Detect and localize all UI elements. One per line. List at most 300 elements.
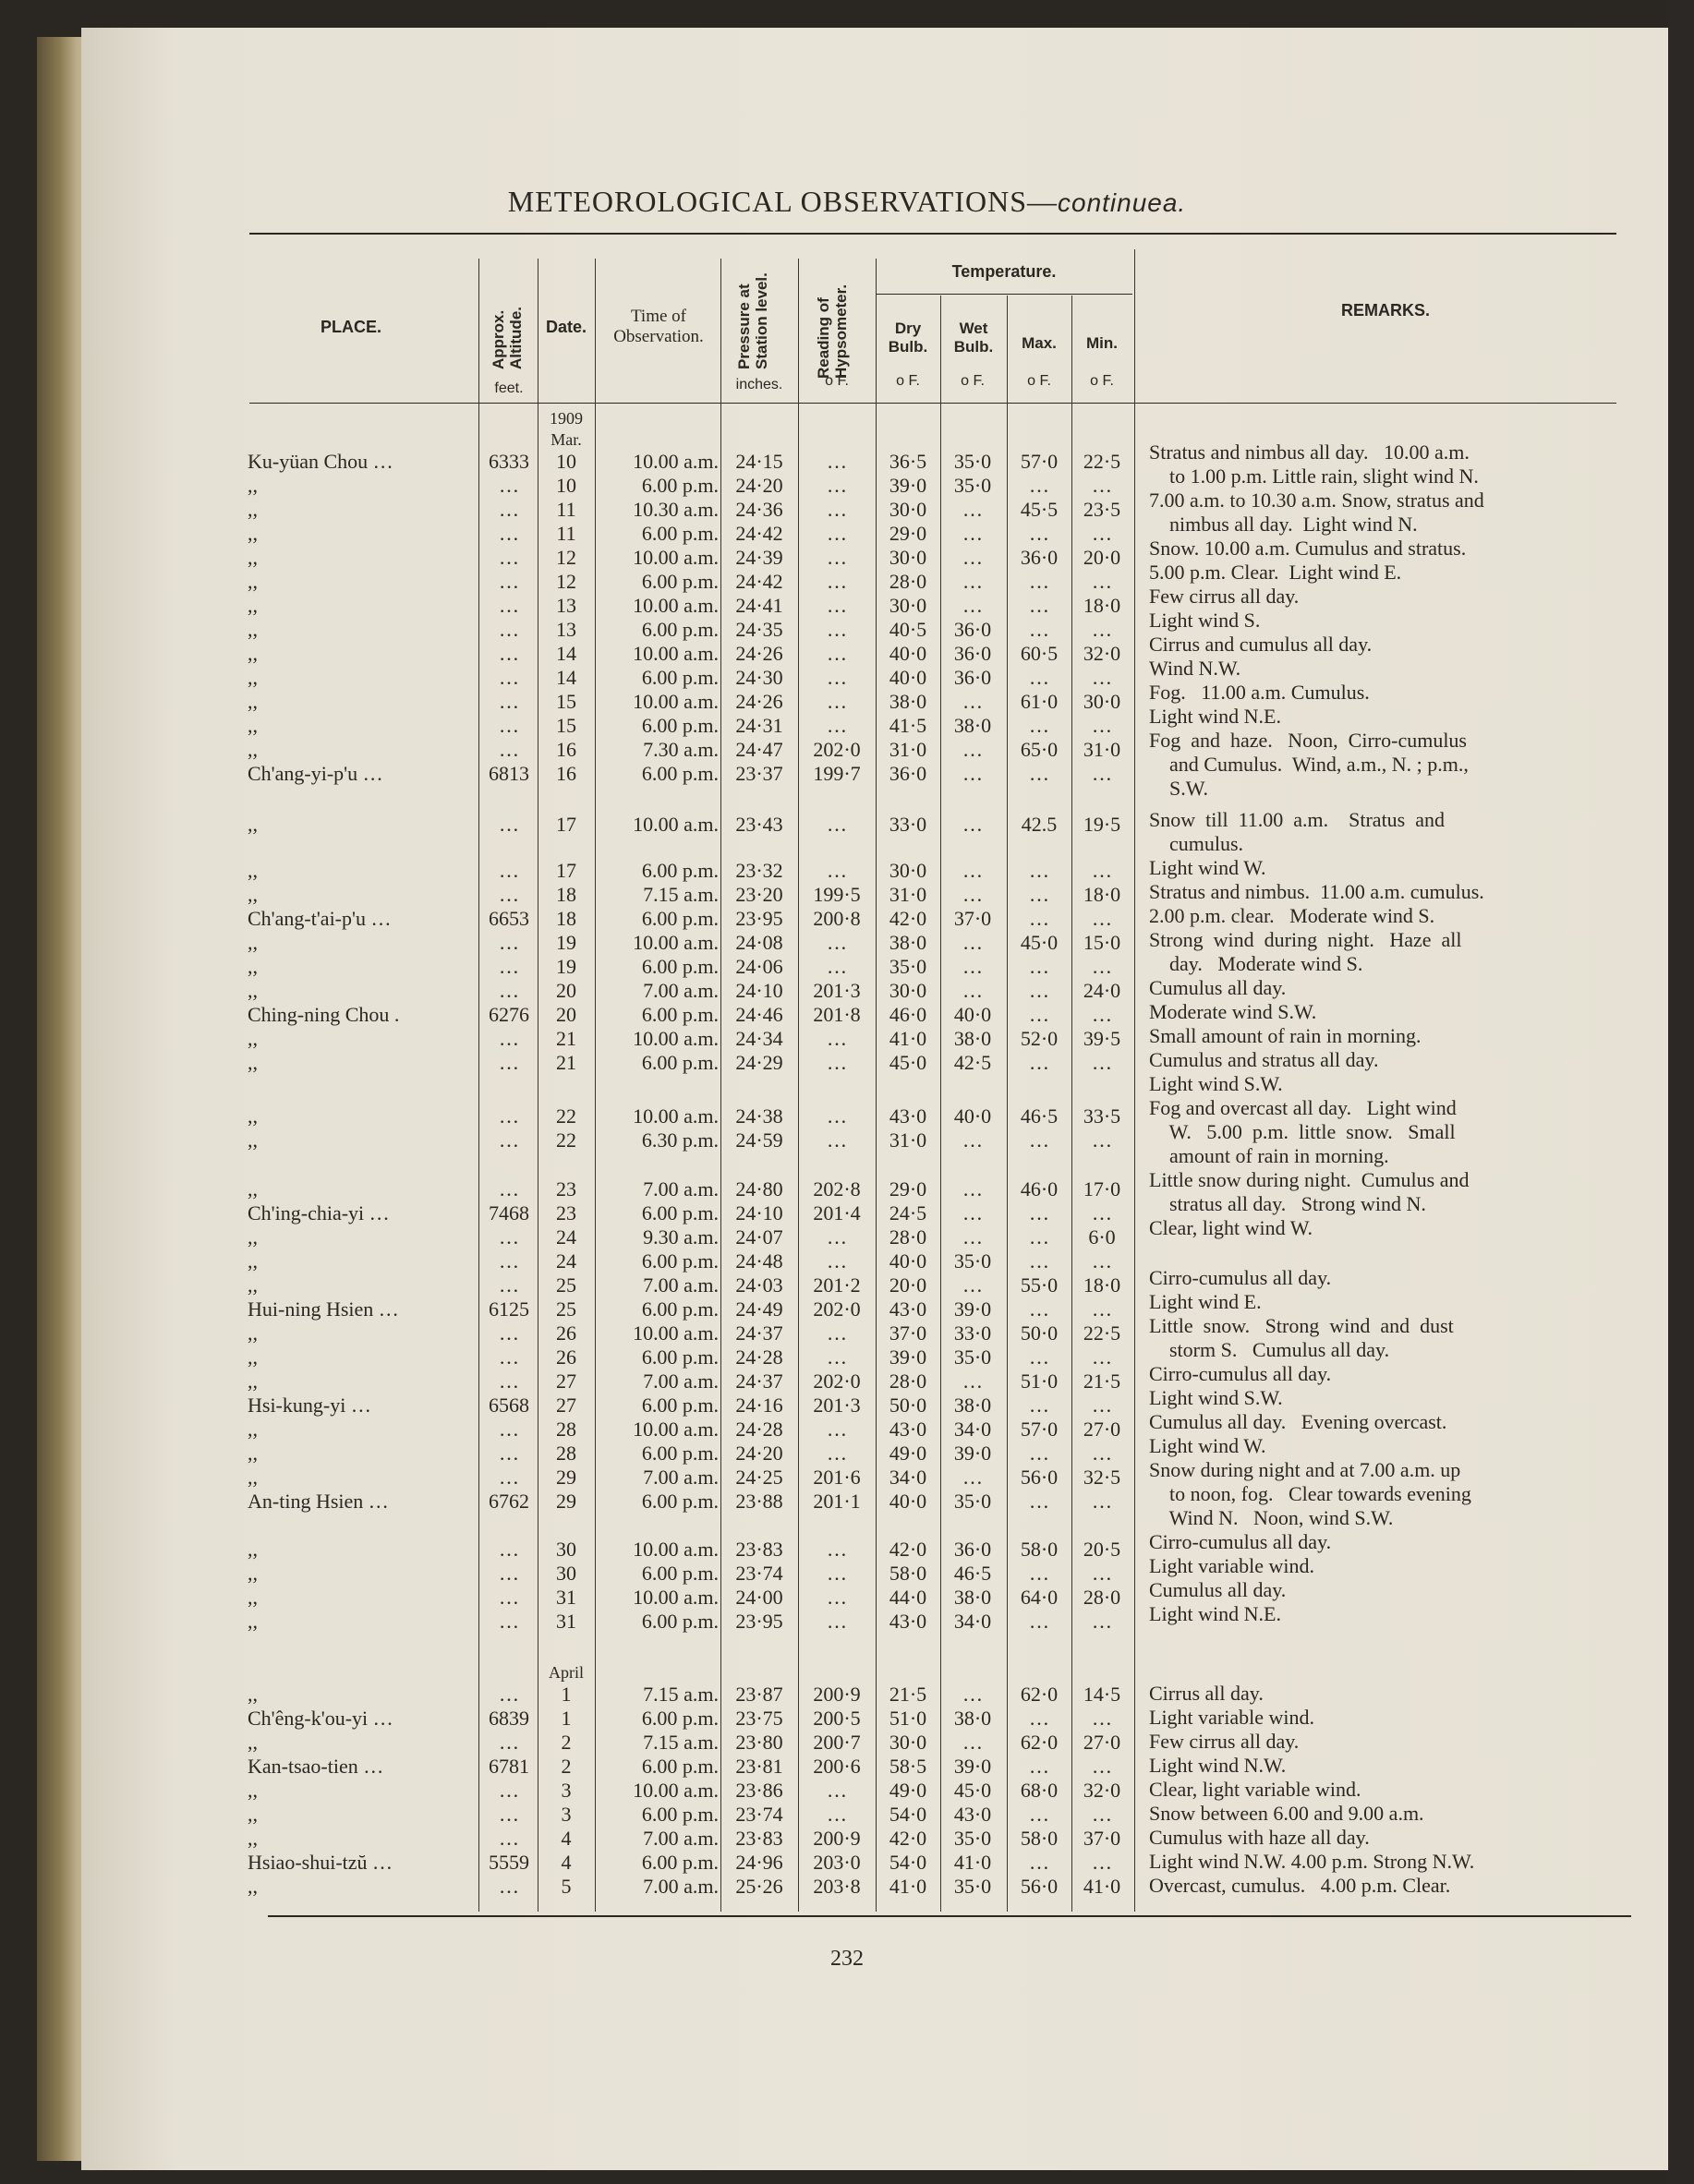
header-max: Max. — [1022, 334, 1057, 352]
date-cell: 19 — [556, 955, 576, 978]
header-min: Min. — [1086, 334, 1118, 352]
pressure-cell: 24·16 — [735, 1394, 783, 1417]
max-temp-cell: 58·0 — [1020, 1538, 1059, 1561]
dry-bulb-cell: 40·0 — [889, 1490, 927, 1513]
dry-bulb-cell: 30·0 — [889, 594, 927, 617]
remark-line: Few cirrus all day. — [1149, 585, 1300, 608]
dry-bulb-cell: 31·0 — [889, 738, 927, 761]
wet-bulb-cell: 34·0 — [953, 1610, 992, 1633]
dry-bulb-cell: 40·0 — [889, 666, 927, 689]
max-temp-cell: 60·5 — [1020, 642, 1059, 665]
hypsometer-cell: … — [827, 642, 847, 665]
altitude-cell: … — [499, 1538, 519, 1561]
altitude-cell: … — [499, 931, 519, 954]
max-temp-cell: … — [1029, 955, 1049, 978]
dry-bulb-cell: 58·0 — [889, 1562, 927, 1585]
min-temp-cell: 17·0 — [1083, 1177, 1121, 1201]
date-cell: 23 — [556, 1201, 576, 1225]
hypsometer-cell: … — [827, 955, 847, 978]
remark-line: Few cirrus all day. — [1149, 1730, 1300, 1753]
hypsometer-cell: … — [827, 690, 847, 713]
dry-bulb-cell: 34·0 — [889, 1466, 927, 1489]
date-cell: 24 — [556, 1249, 576, 1273]
hypsometer-cell: … — [827, 1321, 847, 1345]
wet-bulb-cell: 38·0 — [953, 1707, 992, 1730]
date-cell: 2 — [561, 1731, 572, 1754]
place-cell: ,, — [248, 666, 258, 689]
place-cell: An-ting Hsien … — [248, 1490, 389, 1513]
wet-bulb-cell: 39·0 — [953, 1297, 992, 1321]
header-wet-bulb: Wet Bulb. — [953, 320, 994, 356]
time-cell: 10.00 a.m. — [633, 1779, 719, 1802]
wet-bulb-cell: 38·0 — [953, 714, 992, 737]
dry-bulb-cell: 42·0 — [889, 907, 927, 930]
col-line-pressure — [720, 259, 721, 1912]
pressure-cell: 23·83 — [735, 1538, 783, 1561]
remark-line: Light wind S.W. — [1149, 1386, 1283, 1409]
pressure-cell: 25·26 — [735, 1875, 783, 1898]
max-temp-cell: … — [1029, 1297, 1049, 1321]
place-cell: ,, — [248, 883, 258, 906]
place-cell: ,, — [248, 1562, 258, 1585]
altitude-cell: … — [499, 1442, 519, 1465]
wet-bulb-cell: 35·0 — [953, 1875, 992, 1898]
remark-line: Cirro-cumulus all day. — [1149, 1362, 1332, 1385]
time-cell: 7.00 a.m. — [643, 1875, 719, 1898]
date-cell: 13 — [556, 618, 576, 641]
min-temp-cell: 27·0 — [1083, 1731, 1121, 1754]
header-bottom-rule — [249, 403, 1616, 404]
hypsometer-cell: … — [827, 666, 847, 689]
altitude-cell: … — [499, 666, 519, 689]
altitude-cell: … — [499, 1177, 519, 1201]
pressure-cell: 24·03 — [735, 1273, 783, 1297]
min-temp-cell: … — [1092, 1003, 1112, 1026]
header-pressure: Pressure at Station level. — [735, 272, 770, 369]
remark-line: Light wind E. — [1149, 1290, 1262, 1313]
hypsometer-cell: 202·8 — [813, 1177, 861, 1201]
altitude-cell: … — [499, 883, 519, 906]
col-line-remarks — [1134, 249, 1135, 1912]
dark-margin — [1668, 0, 1694, 2184]
dry-bulb-cell: 36·5 — [889, 450, 927, 473]
hypsometer-cell: … — [827, 1128, 847, 1152]
dry-bulb-cell: 37·0 — [889, 1321, 927, 1345]
min-temp-cell: … — [1092, 1610, 1112, 1633]
dry-bulb-cell: 43·0 — [889, 1610, 927, 1633]
time-cell: 6.00 p.m. — [641, 1851, 719, 1874]
time-cell: 6.00 p.m. — [641, 1249, 719, 1273]
remark-line: Snow during night and at 7.00 a.m. up — [1149, 1458, 1461, 1481]
wet-bulb-cell: … — [962, 762, 983, 785]
dry-bulb-cell: 43·0 — [889, 1104, 927, 1128]
time-cell: 6.00 p.m. — [641, 1051, 719, 1074]
remark-line: Cirrus and cumulus all day. — [1149, 633, 1373, 656]
time-cell: 6.00 p.m. — [641, 474, 719, 497]
hypsometer-cell: 203·8 — [813, 1875, 861, 1898]
hypsometer-cell: 201·2 — [813, 1273, 861, 1297]
remark-line: Cumulus and stratus all day. — [1149, 1048, 1379, 1071]
min-temp-cell: … — [1092, 1803, 1112, 1826]
min-temp-cell: 27·0 — [1083, 1418, 1121, 1441]
unit-hypsometer: o F. — [825, 373, 849, 389]
dry-bulb-cell: 29·0 — [889, 522, 927, 545]
time-cell: 6.00 p.m. — [641, 666, 719, 689]
min-temp-cell: 31·0 — [1083, 738, 1121, 761]
time-cell: 6.00 p.m. — [641, 522, 719, 545]
altitude-cell: … — [499, 1249, 519, 1273]
place-cell: ,, — [248, 859, 258, 882]
remark-line: Light wind N.W. — [1149, 1754, 1287, 1777]
pressure-cell: 24·07 — [735, 1225, 783, 1249]
wet-bulb-cell: … — [962, 859, 983, 882]
wet-bulb-cell: 45·0 — [953, 1779, 992, 1802]
pressure-cell: 24·10 — [735, 1201, 783, 1225]
place-cell: ,, — [248, 1273, 258, 1297]
hypsometer-cell: … — [827, 594, 847, 617]
remark-line: Cirro-cumulus all day. — [1149, 1530, 1332, 1553]
place-cell: ,, — [248, 1731, 258, 1754]
max-temp-cell: … — [1029, 883, 1049, 906]
hypsometer-cell: … — [827, 1051, 847, 1074]
pressure-cell: 24·26 — [735, 642, 783, 665]
remark-line: Cirrus all day. — [1149, 1682, 1264, 1705]
pressure-cell: 23·95 — [735, 907, 783, 930]
max-temp-cell: … — [1029, 1851, 1049, 1874]
min-temp-cell: … — [1092, 1128, 1112, 1152]
hypsometer-cell: … — [827, 813, 847, 836]
time-cell: 7.00 a.m. — [643, 1177, 719, 1201]
max-temp-cell: … — [1029, 714, 1049, 737]
page-title — [0, 185, 1694, 219]
wet-bulb-cell: 35·0 — [953, 1827, 992, 1850]
unit-altitude: feet. — [494, 380, 524, 396]
min-temp-cell: 19·5 — [1083, 813, 1121, 836]
remark-line: Overcast, cumulus. 4.00 p.m. Clear. — [1149, 1874, 1451, 1897]
dry-bulb-cell: 41·5 — [889, 714, 927, 737]
wet-bulb-cell: 39·0 — [953, 1755, 992, 1778]
min-temp-cell: … — [1092, 859, 1112, 882]
altitude-cell: … — [499, 813, 519, 836]
wet-bulb-cell: 36·0 — [953, 642, 992, 665]
time-cell: 10.00 a.m. — [633, 546, 719, 569]
pressure-cell: 24·29 — [735, 1051, 783, 1074]
remark-line: Moderate wind S.W. — [1149, 1000, 1317, 1023]
hypsometer-cell: 201·6 — [813, 1466, 861, 1489]
min-temp-cell: … — [1092, 474, 1112, 497]
pressure-cell: 24·20 — [735, 1442, 783, 1465]
min-temp-cell: … — [1092, 714, 1112, 737]
unit-wet: o F. — [961, 373, 985, 389]
time-cell: 10.00 a.m. — [633, 813, 719, 836]
time-cell: 6.30 p.m. — [641, 1128, 719, 1152]
wet-bulb-cell: … — [962, 1128, 983, 1152]
place-cell: ,, — [248, 1538, 258, 1561]
wet-bulb-cell: … — [962, 738, 983, 761]
max-temp-cell: … — [1029, 1128, 1049, 1152]
wet-bulb-cell: 35·0 — [953, 1249, 992, 1273]
place-cell: Kan-tsao-tien … — [248, 1755, 384, 1778]
place-cell: ,, — [248, 1051, 258, 1074]
dry-bulb-cell: 33·0 — [889, 813, 927, 836]
dry-bulb-cell: 43·0 — [889, 1418, 927, 1441]
hypsometer-cell: 200·9 — [813, 1683, 861, 1706]
date-cell: 21 — [556, 1027, 576, 1050]
dry-bulb-cell: 28·0 — [889, 1225, 927, 1249]
date-cell: 3 — [561, 1803, 572, 1826]
min-temp-cell: … — [1092, 618, 1112, 641]
hypsometer-cell: … — [827, 1803, 847, 1826]
altitude-cell: … — [499, 618, 519, 641]
min-temp-cell: 30·0 — [1083, 690, 1121, 713]
pressure-cell: 24·37 — [735, 1321, 783, 1345]
header-dry-bulb: Dry Bulb. — [888, 320, 928, 356]
dry-bulb-cell: 42·0 — [889, 1827, 927, 1850]
max-temp-cell: 36·0 — [1020, 546, 1059, 569]
time-cell: 6.00 p.m. — [641, 1442, 719, 1465]
hypsometer-cell: 200·7 — [813, 1731, 861, 1754]
date-cell: 26 — [556, 1321, 576, 1345]
dry-bulb-cell: 36·0 — [889, 762, 927, 785]
max-temp-cell: … — [1029, 666, 1049, 689]
min-temp-cell: 20·0 — [1083, 546, 1121, 569]
place-cell: Hsiao-shui-tzŭ … — [248, 1851, 393, 1874]
max-temp-cell: … — [1029, 570, 1049, 593]
wet-bulb-cell: 33·0 — [953, 1321, 992, 1345]
header-remarks: REMARKS. — [1340, 301, 1430, 320]
dry-bulb-cell: 43·0 — [889, 1297, 927, 1321]
date-cell: 25 — [556, 1273, 576, 1297]
altitude-cell: … — [499, 474, 519, 497]
pressure-cell: 24·15 — [735, 450, 783, 473]
hypsometer-cell: … — [827, 1586, 847, 1609]
hypsometer-cell: … — [827, 1562, 847, 1585]
time-cell: 6.00 p.m. — [641, 618, 719, 641]
max-temp-cell: 46·0 — [1020, 1177, 1059, 1201]
altitude-cell: … — [499, 594, 519, 617]
wet-bulb-cell: … — [962, 1683, 983, 1706]
pressure-cell: 23·74 — [735, 1562, 783, 1585]
date-cell: 29 — [556, 1490, 576, 1513]
altitude-cell: … — [499, 1562, 519, 1585]
place-cell: ,, — [248, 690, 258, 713]
min-temp-cell: … — [1092, 1201, 1112, 1225]
wet-bulb-cell: … — [962, 813, 983, 836]
header-time: Time of Observation. — [613, 307, 704, 346]
place-cell: ,, — [248, 931, 258, 954]
min-temp-cell: 20·5 — [1083, 1538, 1121, 1561]
pressure-cell: 24·96 — [735, 1851, 783, 1874]
remark-line: Wind N.W. — [1149, 657, 1241, 680]
altitude-cell: … — [499, 859, 519, 882]
time-cell: 6.00 p.m. — [641, 1803, 719, 1826]
remark-line: Cumulus all day. — [1149, 976, 1287, 999]
time-cell: 7.00 a.m. — [643, 1370, 719, 1393]
date-cell: 28 — [556, 1418, 576, 1441]
altitude-cell: … — [499, 1731, 519, 1754]
dry-bulb-cell: 40·5 — [889, 618, 927, 641]
date-cell: 13 — [556, 594, 576, 617]
min-temp-cell: … — [1092, 1394, 1112, 1417]
max-temp-cell: … — [1029, 1442, 1049, 1465]
hypsometer-cell: 201·4 — [813, 1201, 861, 1225]
pressure-cell: 23·81 — [735, 1755, 783, 1778]
altitude-cell: 6333 — [489, 450, 529, 473]
max-temp-cell: … — [1029, 1610, 1049, 1633]
pressure-cell: 23·75 — [735, 1707, 783, 1730]
dry-bulb-cell: 41·0 — [889, 1875, 927, 1898]
max-temp-cell: 56·0 — [1020, 1466, 1059, 1489]
min-temp-cell: 22·5 — [1083, 1321, 1121, 1345]
max-temp-cell: … — [1029, 1803, 1049, 1826]
dry-bulb-cell: 38·0 — [889, 931, 927, 954]
title-continued: continuea. — [1058, 188, 1187, 217]
dry-bulb-cell: 30·0 — [889, 546, 927, 569]
time-cell: 6.00 p.m. — [641, 1707, 719, 1730]
time-cell: 10.00 a.m. — [633, 931, 719, 954]
dry-bulb-cell: 58·5 — [889, 1755, 927, 1778]
wet-bulb-cell: … — [962, 931, 983, 954]
date-cell: 29 — [556, 1466, 576, 1489]
place-cell: ,, — [248, 1442, 258, 1465]
altitude-cell: … — [499, 522, 519, 545]
max-temp-cell: 45·5 — [1020, 498, 1059, 521]
altitude-cell: … — [499, 690, 519, 713]
place-cell: ,, — [248, 714, 258, 737]
date-cell: 18 — [556, 883, 576, 906]
month-label-april: April — [549, 1663, 584, 1682]
date-cell: 1 — [561, 1707, 572, 1730]
pressure-cell: 24·30 — [735, 666, 783, 689]
min-temp-cell: … — [1092, 1297, 1112, 1321]
max-temp-cell: 46·5 — [1020, 1104, 1059, 1128]
title-main: METEOROLOGICAL OBSERVATIONS— — [507, 185, 1058, 218]
max-temp-cell: … — [1029, 618, 1049, 641]
min-temp-cell: 32·0 — [1083, 642, 1121, 665]
min-temp-cell: … — [1092, 1562, 1112, 1585]
dry-bulb-cell: 42·0 — [889, 1538, 927, 1561]
max-temp-cell: 61·0 — [1020, 690, 1059, 713]
date-cell: 17 — [556, 813, 576, 836]
altitude-cell: … — [499, 1321, 519, 1345]
pressure-cell: 23·87 — [735, 1683, 783, 1706]
date-cell: 26 — [556, 1345, 576, 1369]
min-temp-cell: … — [1092, 1442, 1112, 1465]
min-temp-cell: … — [1092, 1755, 1112, 1778]
pressure-cell: 24·49 — [735, 1297, 783, 1321]
place-cell: ,, — [248, 1345, 258, 1369]
wet-bulb-cell: 46·5 — [953, 1562, 992, 1585]
hypsometer-cell: 203·0 — [813, 1851, 861, 1874]
max-temp-cell: … — [1029, 1051, 1049, 1074]
altitude-cell: 5559 — [489, 1851, 529, 1874]
pressure-cell: 24·59 — [735, 1128, 783, 1152]
dry-bulb-cell: 49·0 — [889, 1779, 927, 1802]
hypsometer-cell: 202·0 — [813, 1370, 861, 1393]
hypsometer-cell: … — [827, 1538, 847, 1561]
wet-bulb-cell: … — [962, 522, 983, 545]
pressure-cell: 24·10 — [735, 979, 783, 1002]
wet-bulb-cell: … — [962, 1466, 983, 1489]
min-temp-cell: … — [1092, 955, 1112, 978]
pressure-cell: 23·86 — [735, 1779, 783, 1802]
altitude-cell: … — [499, 1683, 519, 1706]
time-cell: 6.00 p.m. — [641, 1394, 719, 1417]
date-cell: 21 — [556, 1051, 576, 1074]
dry-bulb-cell: 31·0 — [889, 1128, 927, 1152]
dry-bulb-cell: 39·0 — [889, 1345, 927, 1369]
dry-bulb-cell: 54·0 — [889, 1803, 927, 1826]
remark-line: day. Moderate wind S. — [1149, 952, 1363, 975]
dry-bulb-cell: 40·0 — [889, 642, 927, 665]
remark-line: Wind N. Noon, wind S.W. — [1149, 1506, 1394, 1529]
date-cell: 23 — [556, 1177, 576, 1201]
min-temp-cell: 37·0 — [1083, 1827, 1121, 1850]
time-cell: 6.00 p.m. — [641, 1345, 719, 1369]
pressure-cell: 24·20 — [735, 474, 783, 497]
max-temp-cell: 68·0 — [1020, 1779, 1059, 1802]
place-cell: ,, — [248, 1321, 258, 1345]
pressure-cell: 24·39 — [735, 546, 783, 569]
max-temp-cell: 55·0 — [1020, 1273, 1059, 1297]
col-line-altitude — [478, 259, 479, 1912]
pressure-cell: 24·42 — [735, 522, 783, 545]
pressure-cell: 24·34 — [735, 1027, 783, 1050]
min-temp-cell: … — [1092, 1707, 1112, 1730]
place-cell: ,, — [248, 1803, 258, 1826]
max-temp-cell: … — [1029, 1249, 1049, 1273]
altitude-cell: … — [499, 738, 519, 761]
place-cell: ,, — [248, 642, 258, 665]
date-cell: 15 — [556, 690, 576, 713]
remark-line: amount of rain in morning. — [1149, 1144, 1389, 1167]
wet-bulb-cell: … — [962, 1201, 983, 1225]
remark-line: 7.00 a.m. to 10.30 a.m. Snow, stratus and — [1149, 489, 1484, 512]
date-cell: 22 — [556, 1104, 576, 1128]
max-temp-cell: 62·0 — [1020, 1683, 1059, 1706]
dry-bulb-cell: 30·0 — [889, 1731, 927, 1754]
hypsometer-cell: 199·5 — [813, 883, 861, 906]
remark-line: cumulus. — [1149, 832, 1244, 855]
date-cell: 10 — [556, 450, 576, 473]
date-cell: 20 — [556, 1003, 576, 1026]
time-cell: 7.00 a.m. — [643, 979, 719, 1002]
time-cell: 10.00 a.m. — [633, 1538, 719, 1561]
min-temp-cell: 14·5 — [1083, 1683, 1121, 1706]
place-cell: ,, — [248, 1827, 258, 1850]
dry-bulb-cell: 28·0 — [889, 570, 927, 593]
wet-bulb-cell: … — [962, 1731, 983, 1754]
place-cell: ,, — [248, 1177, 258, 1201]
remark-line: Cumulus all day. Evening overcast. — [1149, 1410, 1447, 1433]
hypsometer-cell: … — [827, 546, 847, 569]
max-temp-cell: 58·0 — [1020, 1827, 1059, 1850]
altitude-cell: … — [499, 1875, 519, 1898]
date-cell: 10 — [556, 474, 576, 497]
min-temp-cell: 39·5 — [1083, 1027, 1121, 1050]
time-cell: 10.00 a.m. — [633, 1027, 719, 1050]
date-cell: 4 — [561, 1851, 572, 1874]
table-bottom-rule — [268, 1915, 1631, 1917]
time-cell: 10.00 a.m. — [633, 1104, 719, 1128]
hypsometer-cell: … — [827, 498, 847, 521]
max-temp-cell: 52·0 — [1020, 1027, 1059, 1050]
dry-bulb-cell: 31·0 — [889, 883, 927, 906]
dry-bulb-cell: 41·0 — [889, 1027, 927, 1050]
time-cell: 6.00 p.m. — [641, 859, 719, 882]
pressure-cell: 23·43 — [735, 813, 783, 836]
hypsometer-cell: … — [827, 1442, 847, 1465]
